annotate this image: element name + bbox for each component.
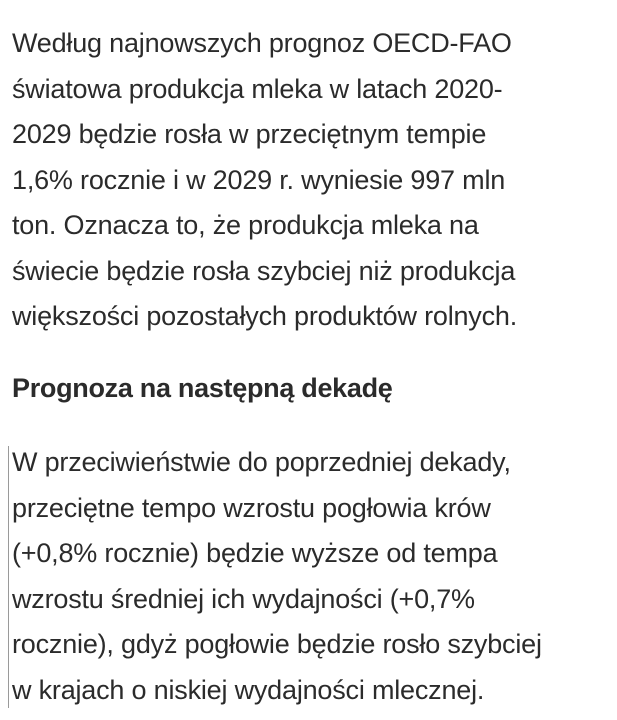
paragraph-milk-production-forecast: Według najnowszych prognoz OECD-FAO światowa produkcja mleka w latach 2020- 2029 będzie rosła w przeciętnym tempie 1,6% rocznie i w 2029 r. wyniesie 997 mln ton. Oznacza to, że produkcja mleka na świecie będzie rosła szybciej niż produkcja większości pozostałych produktów rolnych. xyxy=(12,28,518,331)
paragraph-left-border xyxy=(8,446,9,708)
paragraph-herd-growth: W przeciwieństwie do poprzedniej dekady, przeciętne tempo wzrostu pogłowia krów (+0,8% rocznie) będzie wyższe od tempa wzrostu średniej ich wydajności (+0,7% rocznie), gdyż pogłowie będzie rosło szybciej w krajach o niskiej wydajności mlecznej. xyxy=(12,447,542,705)
section-heading: Prognoza na następną dekadę xyxy=(12,373,393,403)
